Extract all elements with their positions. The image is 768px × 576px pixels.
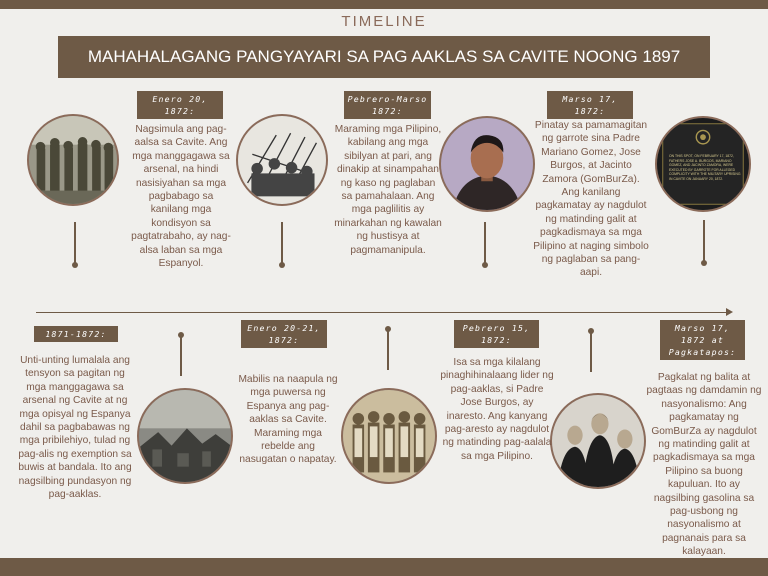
event-photo-burgos-portrait	[439, 116, 535, 212]
top-border-bar	[0, 0, 768, 9]
event-photo-ruins	[137, 388, 233, 484]
timeline-dot	[279, 262, 285, 268]
bottom-border-bar	[0, 558, 768, 576]
event-description: Mabilis na naapula ng mga puwersa ng Espanya ang pag-aaklas sa Cavite. Maraming mga rebelde ang nasugatan o napatay.	[238, 374, 338, 466]
timeline-stem	[74, 222, 76, 264]
plaque-text: ON THIS SPOT, ON FEBRUARY 17, 1872, FATHERS JOSE A. BURGOS, MARIANO GOMEZ, AND JACINTO ZAMORA, WERE EXECUTED BY GARROTE FOR ALLEGED COMPLICITY WITH THE MILITARY UPRISING IN CAVITE ON JANUARY 20, 1872.	[669, 154, 741, 181]
timeline-dot	[72, 262, 78, 268]
event-date-tag: 1871-1872:	[34, 326, 118, 342]
event-photo-group-rebels	[341, 388, 437, 484]
event-date-tag: Enero 20-21, 1872:	[241, 320, 327, 348]
timeline-dot	[482, 262, 488, 268]
event-date-tag: Enero 20, 1872:	[137, 91, 223, 119]
event-description: Isa sa mga kilalang pinaghihinalaang lider ng pag-aaklas, si Padre Jose Burgos, ay inaresto. Ang kanyang pag-aresto ay nagdulot ng matinding pag-aalala sa mga Pilipino.	[440, 357, 554, 462]
timeline-stem	[703, 220, 705, 262]
timeline-stem	[484, 222, 486, 264]
timeline-stem	[180, 334, 182, 376]
event-description: Pinatay sa pamamagitan ng garrote sina Padre Mariano Gomez, Jose Burgos, at Jacinto Zamora (GomBurZa). Ang kanilang pagkamatay ay nagdulot ng matinding galit at pagkadismaya sa mga Pilipino at naging simbolo ng paglaban sa pang-aapi.	[533, 120, 649, 279]
event-photo-historical-plaque	[655, 116, 751, 212]
event-date-tag: Pebrero 15, 1872:	[454, 320, 539, 348]
event-description: Unti-unting lumalala ang tensyon sa pagitan ng mga manggagawa sa arsenal ng Cavite at ng mga opisyal ng Espanya dahil sa pagbabawas ng mga pribilehiyo, tulad ng pag-alis ng exemption sa buwis at bandala. Ito ang nagsilbing pundasyon ng pag-aaklas.	[18, 355, 132, 501]
timeline-dot	[178, 332, 184, 338]
timeline-stem	[590, 330, 592, 372]
page-title: MAHAHALAGANG PANGYAYARI SA PAG AAKLAS SA CAVITE NOONG 1897	[58, 36, 710, 78]
event-photo-gomburza	[550, 393, 646, 489]
timeline-axis	[36, 312, 726, 313]
event-photo-battle-drawing	[236, 114, 328, 206]
timeline-dot	[588, 328, 594, 334]
timeline-arrow-icon	[726, 308, 733, 316]
event-description: Nagsimula ang pag-aalsa sa Cavite. Ang mga manggagawa sa arsenal, na hindi nasisiyahan sa mga pagbabago sa kanilang mga kondisyon sa pagtatrabaho, ay nag-alsa laban sa mga Espanyol.	[131, 124, 231, 270]
event-date-tag: Marso 17, 1872 at Pagkatapos:	[660, 320, 745, 360]
timeline-stem	[387, 328, 389, 370]
timeline-dot	[701, 260, 707, 266]
event-description: Pagkalat ng balita at pagtaas ng damdamin ng nasyonalismo: Ang pagkamatay ng GomBurZa ay nagdulot ng matinding galit at pagkadismaya sa mga Pilipino sa buong kapuluan. Ito ay nagsilbing gasolina sa pag-usbong ng nasyonalismo at pagnanais para sa kalayaan.	[646, 372, 762, 558]
event-description: Maraming mga Pilipino, kabilang ang mga sibilyan at pari, ang dinakip at sinampahan ng kaso ng paglaban sa pamahalaan. Ang mga paglilitis ay minarkahan ng kawalan ng hustisya at pagmamanipula.	[334, 124, 442, 256]
timeline-dot	[385, 326, 391, 332]
page-kicker: TIMELINE	[341, 13, 427, 30]
event-date-tag: Pebrero-Marso 1872:	[344, 91, 431, 119]
event-date-tag: Marso 17, 1872:	[547, 91, 633, 119]
event-photo-soldiers	[27, 114, 119, 206]
timeline-stem	[281, 222, 283, 264]
